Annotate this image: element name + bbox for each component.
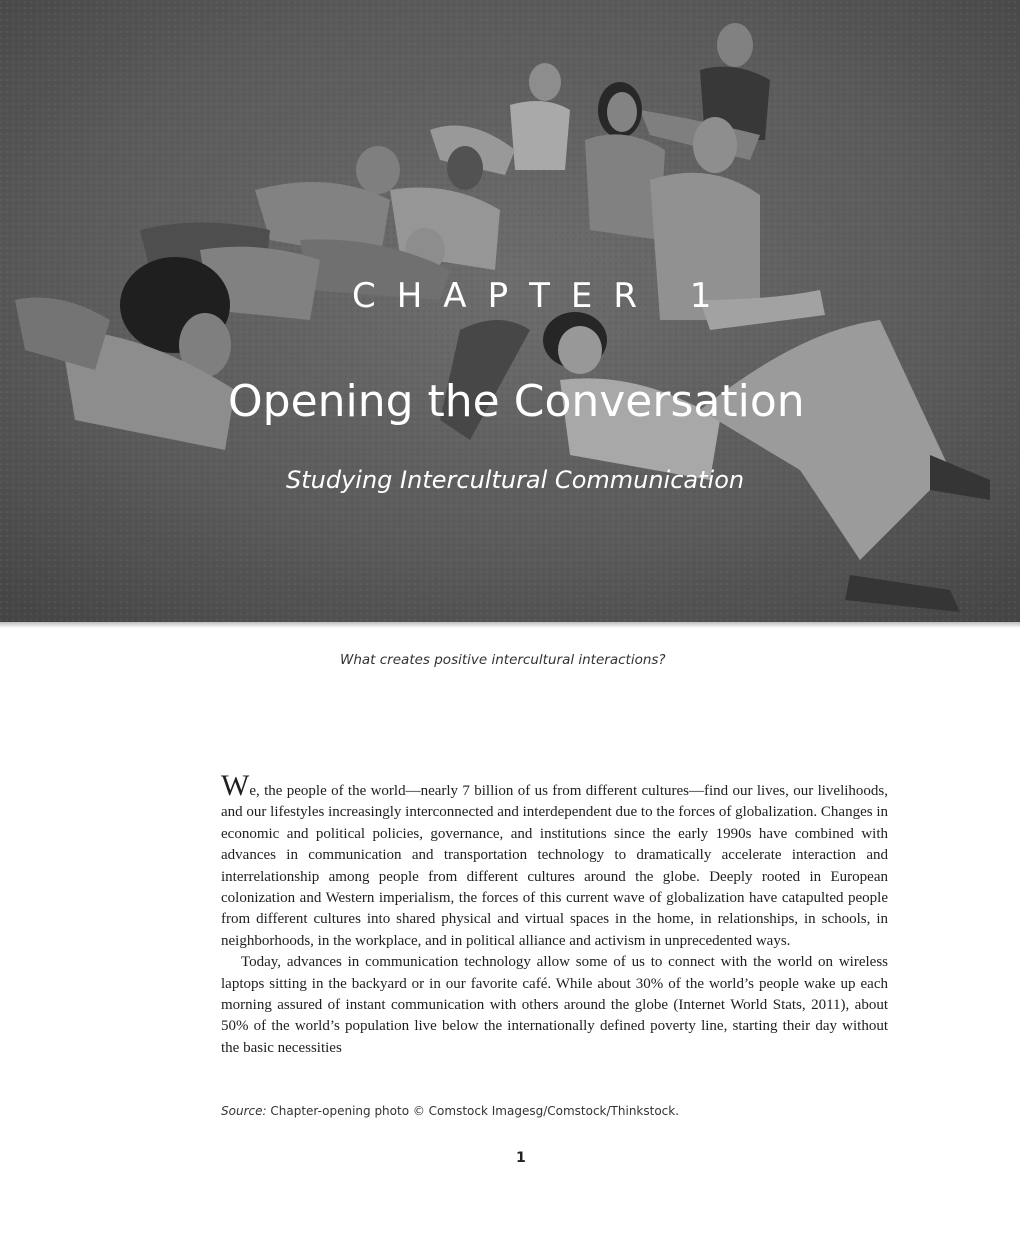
chapter-subtitle: Studying Intercultural Communication (286, 466, 745, 494)
chapter-body-text (221, 769, 888, 1059)
chapter-title: Opening the Conversation (228, 376, 805, 427)
chapter-hero-photo (0, 0, 1020, 622)
chapter-label: CHAPTER 1 (352, 276, 733, 316)
drop-cap: W (221, 769, 250, 802)
photo-bottom-edge (0, 622, 1020, 628)
body-paragraph-2: Today, advances in communication technology allow some of us to connect with the world on wireless laptops sitting in the backyard or in our favorite café. While about 30% of the world’s people wake up each morning assured of instant communication with others around the globe (Internet World Stats, 2011), about 50% of the world’s population live below the internationally defined poverty line, starting their day without the basic necessities (221, 954, 888, 1056)
page-number: 1 (516, 1150, 526, 1166)
source-label: Source: (221, 1104, 267, 1118)
photo-caption-question: What creates positive intercultural interactions? (340, 652, 666, 668)
paragraph-1-text: e, the people of the world—nearly 7 billion of us from different cultures—find our lives, our livelihoods, and our lifestyles increasingly interconnected and interdependent due to the forces of globalization. Changes in economic and political policies, governance, and institutions since the early 1990s have combined with advances in communication and transportation technology to dramatically accelerate interaction and interrelationship among people from different cultures around the globe. Deeply rooted in European colonization and Western imperialism, the forces of this current wave of globalization have catapulted people from different cultures into shared physical and virtual spaces in the home, in relationships, in schools, in neighborhoods, in the workplace, and in political alliance and activism in unprecedented ways. (221, 783, 888, 949)
source-note (221, 1104, 679, 1118)
body-paragraph-1 (221, 769, 888, 952)
source-text: Chapter-opening photo © Comstock Imagesg/Comstock/Thinkstock. (270, 1104, 680, 1118)
